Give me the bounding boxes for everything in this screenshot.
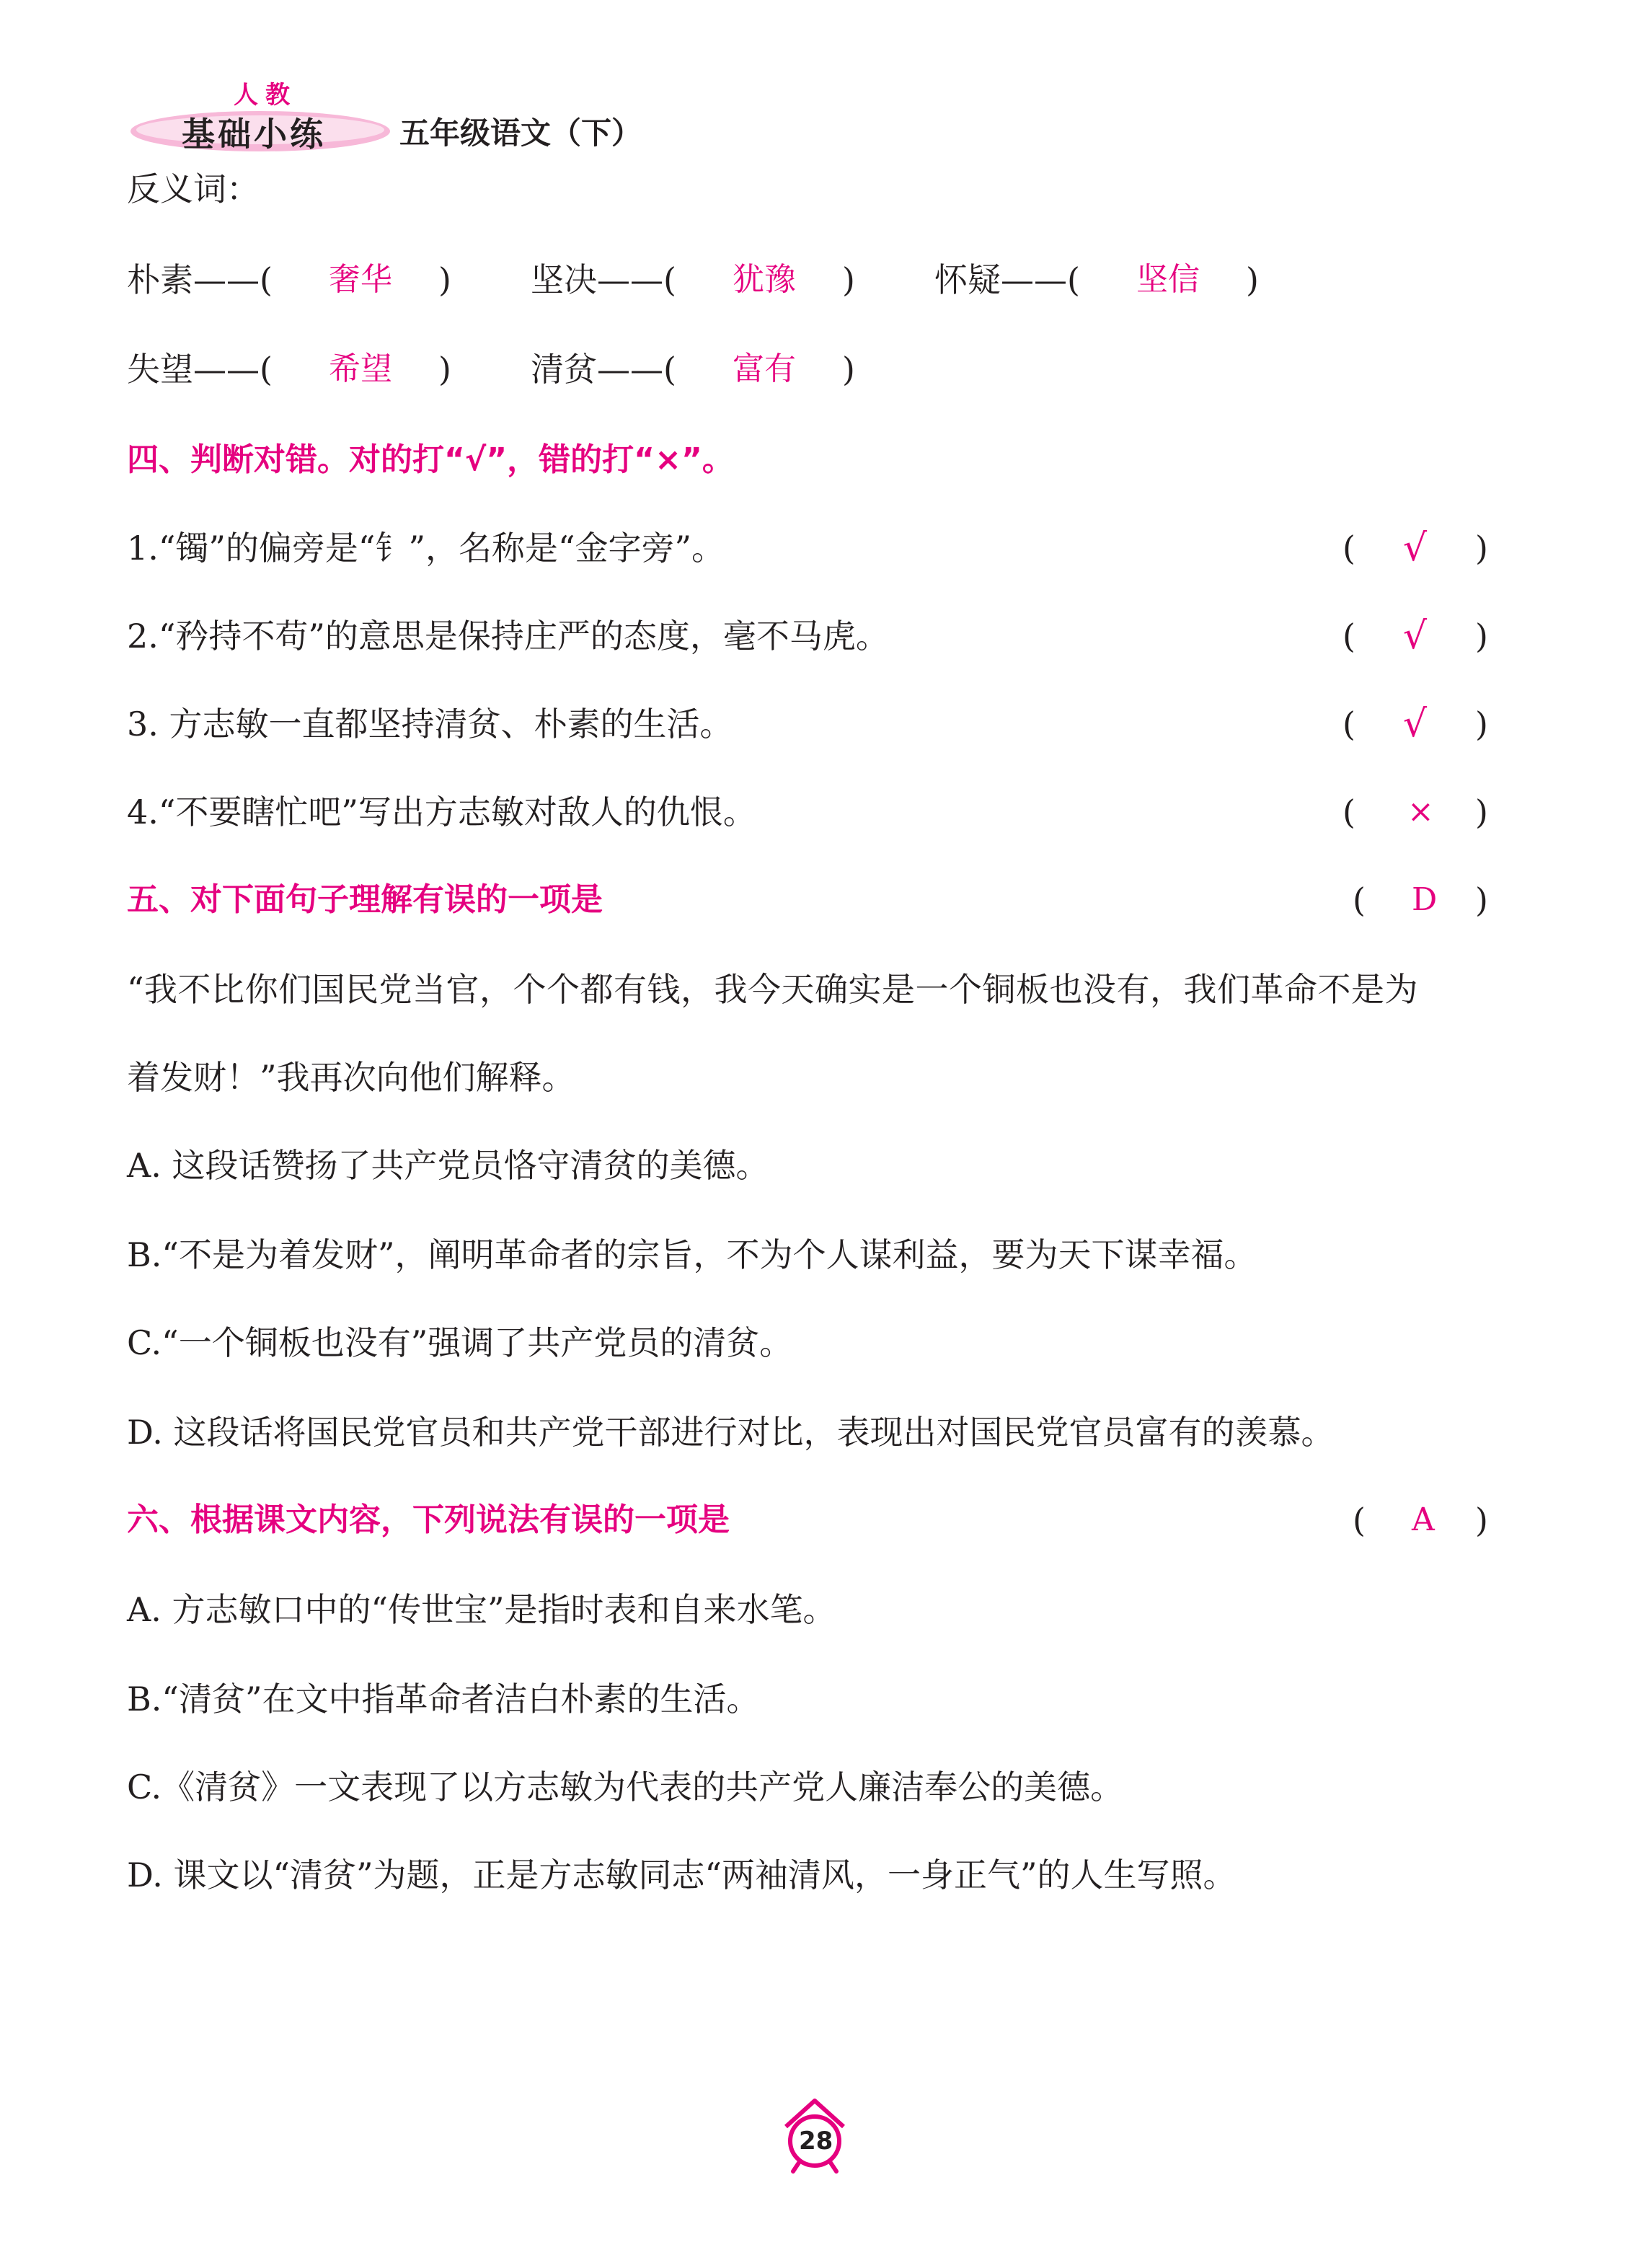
judge-item-3: 3. 方志敏一直都坚持清贫、朴素的生活。 xyxy=(127,705,733,744)
antonym-answer: 犹豫 xyxy=(733,261,796,298)
antonym-item: 怀疑——( xyxy=(934,260,1080,299)
antonym-close-paren: ) xyxy=(842,350,855,389)
answer-paren-close: ) xyxy=(1475,617,1488,656)
antonym-item: 清贫——( xyxy=(531,350,676,389)
option-c: C.《清贫》一文表现了以方志敏为代表的共产党人廉洁奉公的美德。 xyxy=(127,1768,1124,1806)
antonym-answer: 希望 xyxy=(329,350,392,387)
antonym-answer: 富有 xyxy=(733,350,796,387)
antonym-answer: 奢华 xyxy=(329,261,392,298)
answer-paren-close: ) xyxy=(1475,881,1488,919)
answer-paren-close: ) xyxy=(1475,793,1488,831)
logo-top-text: 人教 xyxy=(234,81,297,110)
option-d: D. 这段话将国民党官员和共产党干部进行对比，表现出对国民党官员富有的羡慕。 xyxy=(127,1413,1335,1452)
answer-paren-open: ( xyxy=(1342,617,1355,656)
antonym-close-paren: ) xyxy=(1246,260,1259,299)
option-d: D. 课文以“清贫”为题，正是方志敏同志“两袖清风，一身正气”的人生写照。 xyxy=(127,1856,1237,1894)
option-a: A. 方志敏口中的“传世宝”是指时表和自来水笔。 xyxy=(127,1590,836,1629)
judge-item-2: 2.“矜持不苟”的意思是保持庄严的态度，毫不马虎。 xyxy=(127,617,889,656)
section4-title: 四、判断对错。对的打“√”，错的打“×”。 xyxy=(127,441,734,478)
grade-title: 五年级语文（下） xyxy=(399,115,642,151)
answer-paren-open: ( xyxy=(1342,529,1355,568)
option-a: A. 这段话赞扬了共产党员恪守清贫的美德。 xyxy=(127,1146,769,1185)
judge-item-1: 1.“镯”的偏旁是“钅”，名称是“金字旁”。 xyxy=(127,529,725,568)
section5-answer: D xyxy=(1412,881,1438,918)
quote-line-2: 着发财！”我再次向他们解释。 xyxy=(127,1058,575,1097)
judge-answer-4: × xyxy=(1407,793,1434,830)
antonym-close-paren: ) xyxy=(438,350,451,389)
judge-answer-3: √ xyxy=(1403,702,1428,746)
answer-paren-close: ) xyxy=(1475,705,1488,744)
answer-paren-open: ( xyxy=(1342,793,1355,831)
option-b: B.“不是为着发财”，阐明革命者的宗旨，不为个人谋利益，要为天下谋幸福。 xyxy=(127,1235,1257,1274)
option-b: B.“清贫”在文中指革命者洁白朴素的生活。 xyxy=(127,1680,760,1718)
answer-paren-close: ) xyxy=(1475,529,1488,568)
section5-title: 五、对下面句子理解有误的一项是 xyxy=(127,881,603,918)
antonyms-label: 反义词： xyxy=(127,169,260,208)
answer-paren-close: ) xyxy=(1475,1501,1488,1540)
section6-title: 六、根据课文内容，下列说法有误的一项是 xyxy=(127,1501,730,1538)
answer-paren-open: ( xyxy=(1342,705,1355,744)
judge-item-4: 4.“不要瞎忙吧”写出方志敏对敌人的仇恨。 xyxy=(127,793,756,831)
antonym-item: 坚决——( xyxy=(531,260,676,299)
antonym-close-paren: ) xyxy=(438,260,451,299)
answer-paren-open: ( xyxy=(1353,881,1366,919)
page-number: 28 xyxy=(799,2127,833,2156)
option-c: C.“一个铜板也没有”强调了共产党员的清贫。 xyxy=(127,1323,793,1362)
judge-answer-2: √ xyxy=(1403,614,1428,658)
answer-paren-open: ( xyxy=(1353,1501,1366,1540)
section6-answer: A xyxy=(1412,1501,1435,1538)
antonym-item: 失望——( xyxy=(127,350,273,389)
header-logo xyxy=(127,72,394,180)
antonym-answer: 坚信 xyxy=(1136,261,1200,298)
logo-main-text: 基础小练 xyxy=(182,115,326,154)
antonym-item: 朴素——( xyxy=(127,260,273,299)
judge-answer-1: √ xyxy=(1403,526,1428,570)
quote-line-1: “我不比你们国民党当官，个个都有钱，我今天确实是一个铜板也没有，我们革命不是为 xyxy=(127,970,1419,1009)
page-number-badge xyxy=(779,2095,851,2174)
antonym-close-paren: ) xyxy=(842,260,855,299)
